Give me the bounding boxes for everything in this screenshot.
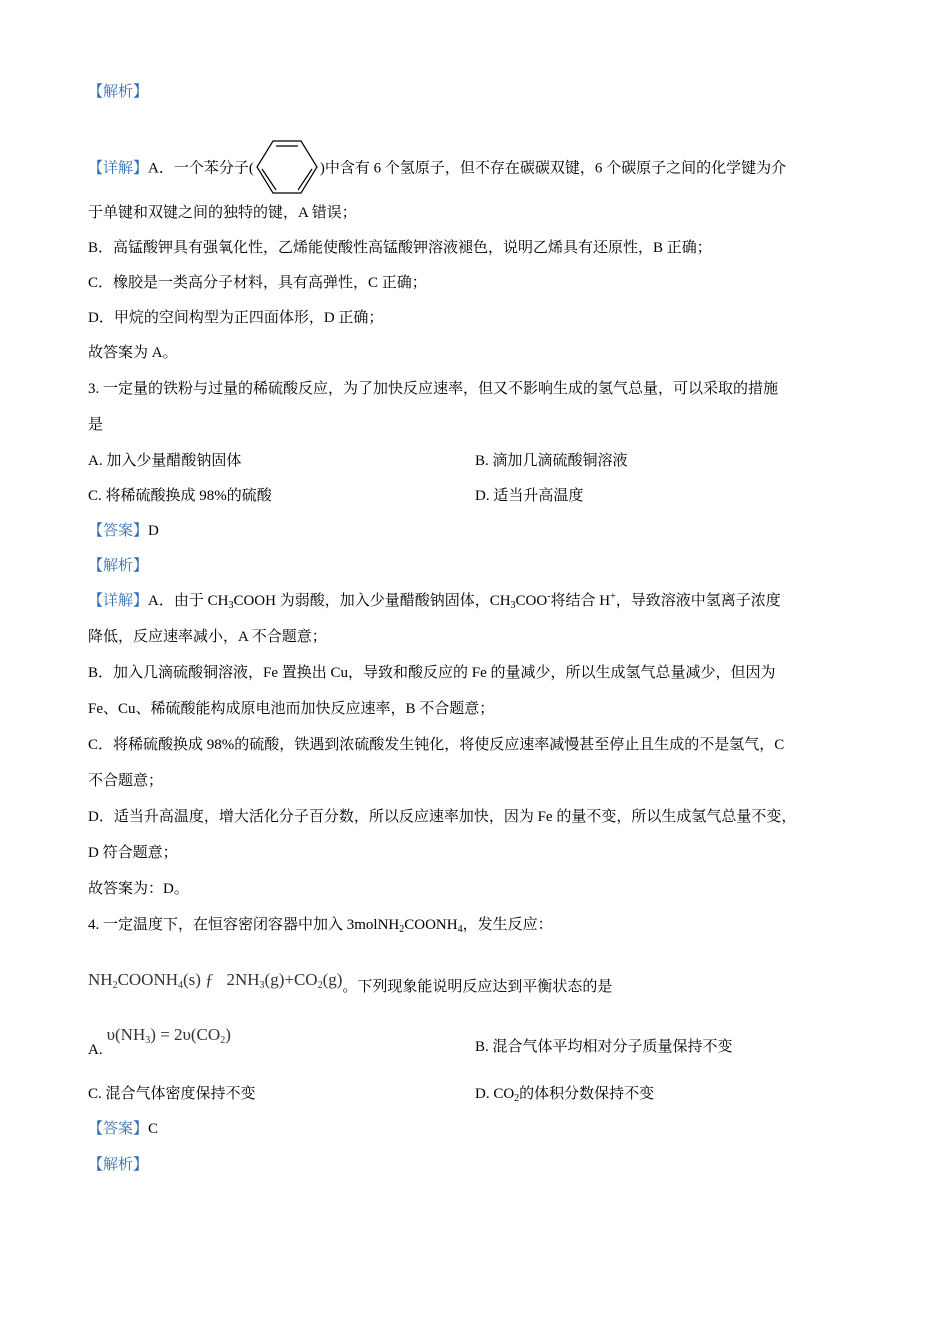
text-run: (s): [183, 970, 201, 989]
text-run: D. CO: [475, 1086, 515, 1102]
q3-answer: [88, 521, 159, 541]
analysis-label: 【解析】: [88, 84, 149, 100]
q2-detail-a: [88, 141, 786, 197]
subscript: 4: [457, 924, 463, 935]
q3-detail-b1: B．加入几滴硫酸铜溶液，Fe 置换出 Cu，导致和酸反应的 Fe 的量减少，所以生成氢气总量减少，但因为: [88, 665, 776, 681]
text-run: CO: [293, 970, 318, 989]
q2-detail-a-cont: 于单键和双键之间的独特的键，A 错误；: [88, 205, 357, 221]
q4-equation-line: [88, 966, 612, 995]
text-run: COOH 为弱酸，加入少量醋酸钠固体，CH: [233, 593, 511, 609]
text-run: ) = 2υ(CO: [150, 1025, 221, 1044]
detail-label: 【详解】: [88, 160, 149, 177]
answer-value: D: [148, 523, 159, 539]
q3-detail-c1: C．将稀硫酸换成 98%的硫酸，铁遇到浓硫酸发生钝化，将使反应速率减慢甚至停止且生成的不是氢气，C: [88, 737, 785, 753]
q4-option-d: [475, 1084, 654, 1104]
text-run: COONH: [117, 970, 179, 989]
subscript: 3: [145, 1035, 151, 1046]
subscript: 2: [317, 980, 323, 991]
analysis-label: 【解析】: [88, 1157, 149, 1173]
subscript: 2: [220, 1035, 226, 1046]
q3-stem-line1: 3. 一定量的铁粉与过量的稀硫酸反应，为了加快反应速率，但又不影响生成的氢气总量，可以采取的措施: [88, 381, 779, 397]
text-run: 2NH: [226, 970, 260, 989]
reaction-equation: [88, 970, 342, 989]
text-run: A．由于 CH: [148, 593, 229, 609]
q2-detail-c: C．橡胶是一类高分子材料，具有高弹性，C 正确；: [88, 275, 427, 291]
q3-option-a: A. 加入少量醋酸钠固体: [88, 453, 242, 469]
text-run: υ(NH: [106, 1025, 146, 1044]
q4-option-a: [88, 1024, 231, 1058]
answer-label: 【答案】: [88, 523, 149, 539]
q3-conclusion: 故答案为：D。: [88, 881, 189, 897]
subscript: 2: [112, 980, 118, 991]
q4-stem2: 。下列现象能说明反应达到平衡状态的是: [342, 979, 613, 995]
text-run: COO: [515, 593, 548, 609]
q3-option-b: B. 滴加几滴硫酸铜溶液: [475, 453, 628, 469]
q3-detail-d1: D．适当升高温度，增大活化分子百分数，所以反应速率加快，因为 Fe 的量不变，所以生成氢气总量不变，: [88, 809, 797, 825]
q2-conclusion: 故答案为 A。: [88, 345, 178, 361]
q3-option-d: D. 适当升高温度: [475, 488, 584, 504]
q3-detail-b2: Fe、Cu、稀硫酸能构成原电池而加快反应速率，B 不合题意；: [88, 701, 495, 717]
q4-option-c: C. 混合气体密度保持不变: [88, 1086, 256, 1102]
q3-detail-c2: 不合题意；: [88, 773, 164, 789]
superscript: +: [610, 591, 616, 602]
text-run: ): [225, 1025, 231, 1044]
q4-answer: [88, 1119, 158, 1139]
superscript: -: [547, 591, 551, 602]
subscript: 2: [514, 1093, 520, 1104]
q4-option-b: B. 混合气体平均相对分子质量保持不变: [475, 1039, 733, 1055]
text-run: +: [284, 970, 294, 989]
benzene-structure-icon: [254, 139, 320, 195]
subscript: 3: [510, 600, 516, 611]
subscript: 3: [259, 980, 265, 991]
text-run: 4. 一定温度下，在恒容密闭容器中加入 3molNH: [88, 917, 400, 933]
detail-label: 【详解】: [88, 593, 149, 609]
text-run: ，导致溶液中氢离子浓度: [615, 593, 781, 609]
answer-label: 【答案】: [88, 1121, 149, 1137]
q2-detail-a-post: )中含有 6 个氢原子，但不存在碳碳双键，6 个碳原子之间的化学键为介: [319, 160, 787, 177]
option-label: A.: [88, 1042, 103, 1058]
q3-stem-line2: 是: [88, 417, 104, 433]
text-run: NH: [88, 970, 113, 989]
q3-detail-a: [88, 591, 781, 611]
q3-detail-d2: D 符合题意；: [88, 845, 178, 861]
analysis-label: 【解析】: [88, 558, 149, 574]
text-run: 的体积分数保持不变: [519, 1086, 655, 1102]
text-run: (g): [322, 970, 343, 989]
text-run: ，发生反应：: [462, 917, 553, 933]
text-run: (g): [264, 970, 285, 989]
answer-value: C: [148, 1121, 159, 1137]
q3-option-c: C. 将稀硫酸换成 98%的硫酸: [88, 488, 272, 504]
text-run: 将结合 H: [550, 593, 611, 609]
subscript: 4: [178, 980, 184, 991]
q3-detail-a-cont: 降低，反应速率减小，A 不合题意；: [88, 629, 327, 645]
q4-stem1: [88, 915, 553, 935]
subscript: 3: [228, 600, 234, 611]
q2-detail-d: D．甲烷的空间构型为正四面体形，D 正确；: [88, 310, 384, 326]
subscript: 2: [399, 924, 405, 935]
equilibrium-arrow: ƒ: [205, 970, 214, 989]
q2-detail-a-pre: A．一个苯分子(: [148, 160, 254, 177]
option-a-equation: [107, 1025, 231, 1044]
text-run: COONH: [404, 917, 458, 933]
q2-detail-b: B．高锰酸钾具有强氧化性，乙烯能使酸性高锰酸钾溶液褪色，说明乙烯具有还原性，B 正确；: [88, 240, 712, 256]
